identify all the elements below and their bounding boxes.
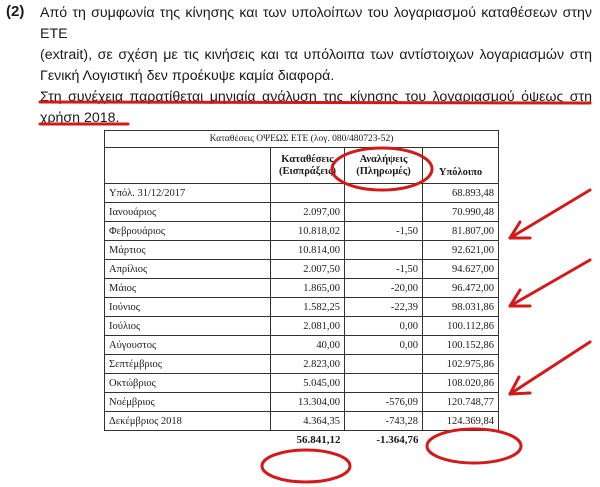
row-deposits: 2.097,00 [271,203,345,222]
para-line-5: χρήση 2018. [40,110,120,126]
row-withdrawals [345,184,423,203]
row-withdrawals [345,355,423,374]
table-row [105,393,499,412]
row-withdrawals: -22,39 [345,298,423,317]
para-line-1: Από τη συμφωνία της κίνησης και των υπολοίπων του λογαριασμού καταθέσεων στην ΕΤΕ [40,5,592,42]
row-deposits: 40,00 [271,336,345,355]
totals-row [105,431,499,450]
row-deposits [271,184,345,203]
table-row [105,336,499,355]
total-deposits: 56.841,12 [296,434,341,447]
header-withdrawals [345,148,423,184]
row-withdrawals: -576,09 [345,393,423,412]
row-balance: 100.112,86 [423,317,499,336]
row-label: Οκτώβριος [105,374,271,393]
row-balance: 102.975,86 [423,355,499,374]
row-label: Φεβρουάριος [105,222,271,241]
header-deposits-line1: Καταθέσεις [281,153,334,165]
row-deposits: 2.823,00 [271,355,345,374]
header-deposits-line2: (Εισπράξεις) [278,165,337,177]
table-header-row [105,148,499,184]
row-label: Υπόλ. 31/12/2017 [105,184,271,203]
row-balance: 124.369,84 [423,412,499,431]
row-balance: 94.627,00 [423,260,499,279]
row-deposits: 10.818,02 [271,222,345,241]
row-withdrawals [345,374,423,393]
row-withdrawals: -1,50 [345,222,423,241]
row-balance: 120.748,77 [423,393,499,412]
header-withdrawals-line2: (Πληρωμές) [356,165,411,177]
total-withdrawals: -1.364,76 [376,434,419,447]
row-label: Αύγουστος [105,336,271,355]
row-balance: 100.152,86 [423,336,499,355]
row-label: Ιούνιος [105,298,271,317]
row-deposits: 5.045,00 [271,374,345,393]
table-row [105,317,499,336]
row-label: Δεκέμβριος 2018 [105,412,271,431]
totals-label [105,431,271,450]
ledger-body [105,184,499,431]
para-line-3: Γενική Λογιστική δεν προέκυψε καμία διαφορά. [40,68,335,84]
row-label: Ιανουάριος [105,203,271,222]
row-deposits: 1.865,00 [271,279,345,298]
row-balance: 96.472,00 [423,279,499,298]
row-label: Απρίλιος [105,260,271,279]
table-title-row [105,131,499,148]
row-balance: 98.031,86 [423,298,499,317]
header-deposits [271,148,345,184]
row-deposits: 2.007,50 [271,260,345,279]
circle-total-deposits [262,450,350,482]
header-blank [105,148,271,184]
row-label: Ιούλιος [105,317,271,336]
row-balance: 70.990,48 [423,203,499,222]
row-label: Σεπτέμβριος [105,355,271,374]
table-row [105,184,499,203]
table-row [105,260,499,279]
row-withdrawals [345,241,423,260]
row-withdrawals: -743,28 [345,412,423,431]
row-label: Νοέμβριος [105,393,271,412]
table-row [105,355,499,374]
table-row [105,222,499,241]
intro-paragraph [40,3,592,129]
ledger-table [104,130,499,450]
row-deposits: 13.304,00 [271,393,345,412]
table-row [105,374,499,393]
header-balance: Υπόλοιπο [423,148,499,184]
row-withdrawals: -1,50 [345,260,423,279]
row-deposits: 10.814,00 [271,241,345,260]
row-balance: 92.621,00 [423,241,499,260]
table-row [105,203,499,222]
row-label: Μάιος [105,279,271,298]
row-balance: 81.807,00 [423,222,499,241]
row-deposits: 4.364,35 [271,412,345,431]
row-deposits: 1.582,25 [271,298,345,317]
table-row [105,298,499,317]
arrow-icon [510,260,590,306]
row-withdrawals: 0,00 [345,317,423,336]
table-row [105,241,499,260]
arrow-icon [510,190,590,238]
arrow-icon [510,342,590,394]
row-balance: 108.020,86 [423,374,499,393]
table-row [105,279,499,298]
row-withdrawals: -20,00 [345,279,423,298]
row-withdrawals [345,203,423,222]
row-label: Μάρτιος [105,241,271,260]
ledger-table-wrapper [104,130,499,450]
totals-blank [423,431,499,450]
table-title: Καταθέσεις ΟΨΕΩΣ ΕΤΕ (λογ. 080/480723-52) [105,131,499,148]
row-withdrawals: 0,00 [345,336,423,355]
para-line-2: (extrait), σε σχέση με τις κινήσεις και τα υπόλοιπα των αντίστοιχων λογαριασμών στη [40,47,592,63]
header-withdrawals-line1: Αναλήψεις [359,153,408,165]
item-number: (2) [6,3,25,20]
row-deposits: 2.081,00 [271,317,345,336]
row-balance: 68.893,48 [423,184,499,203]
para-line-4: Στη συνέχεια παρατίθεται μηνιαία ανάλυση της κίνησης του λογαριασμού όψεως στη [40,89,592,105]
table-row [105,412,499,431]
